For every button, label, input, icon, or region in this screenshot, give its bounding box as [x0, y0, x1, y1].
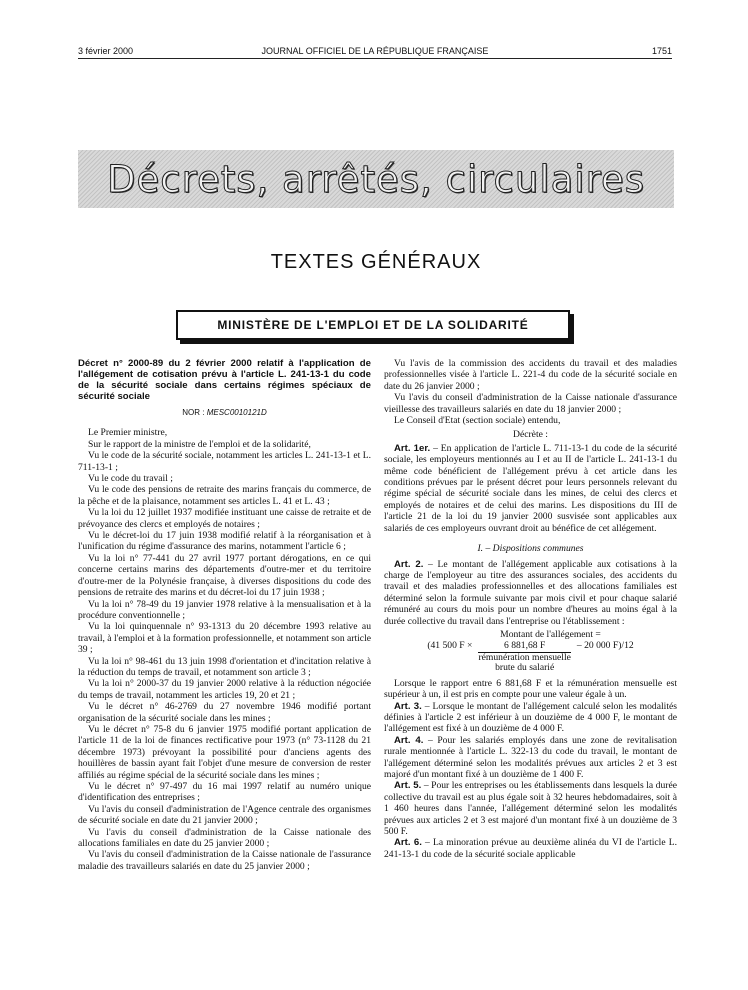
- article-2: [384, 559, 677, 627]
- article-4-label: Art. 4.: [394, 734, 424, 746]
- formula-denominator-2: brute du salarié: [495, 662, 555, 674]
- ministry-title: MINISTÈRE DE L'EMPLOI ET DE LA SOLIDARITÉ: [217, 318, 529, 332]
- visa-paragraph: Vu le décret n° 97-497 du 16 mai 1997 relatif au numéro unique d'identification des entreprises ;: [78, 781, 371, 804]
- section-title: TEXTES GÉNÉRAUX: [270, 251, 482, 273]
- visa-paragraph: Vu le décret n° 46-2769 du 27 novembre 1946 modifié portant organisation de la sécurité sociale dans les mines ;: [78, 701, 371, 724]
- visa-paragraph: Vu le code des pensions de retraite des marins français du commerce, de la pêche et de la plaisance, notamment ses articles L. 41 et L. 43 ;: [78, 484, 371, 507]
- visa-paragraph: Vu l'avis de la commission des accidents du travail et des maladies professionnelles visée à l'article L. 221-4 du code de la sécurité sociale en date du 26 janvier 2000 ;: [384, 358, 677, 392]
- visa-paragraph: Vu l'avis du conseil d'administration de l'Agence centrale des organismes de sécurité sociale en date du 21 janvier 2000 ;: [78, 803, 371, 827]
- visa-paragraph: Le Premier ministre,: [88, 427, 168, 439]
- article-5-text: – Pour les entreprises ou les établissements dans lesquels la durée collective du travail est au plus égale soit à 32 heures hebdomadaires, soit à 1 460 heures dans l'année, l'allégement déterminé selon les modalités prévues aux articles 2 et 3 est majoré d'un montant fixé à un douzième de 3 500 F.: [384, 780, 677, 838]
- article-3-text: – Lorsque le montant de l'allégement calculé selon les modalités définies à l'article 2 est inférieur à un douzième de 4 000 F, le montant de l'allégement est fixé à un douzième de 4 000 F.: [384, 700, 677, 735]
- article-4: [384, 735, 677, 781]
- formula-note: Lorsque le rapport entre 6 881,68 F et la rémunération mensuelle est supérieur à un, il est pris en compte pour une valeur égale à un.: [384, 677, 677, 701]
- page-header: [78, 46, 672, 62]
- decree-title: Décret n° 2000-89 du 2 février 2000 relatif à l'application de l'allégement de cotisation prévu à l'article L. 241-13-1 du code de la sécurité sociale dans certains régimes spéciaux de sécurité sociale: [78, 358, 371, 402]
- visa-paragraph: Le Conseil d'Etat (section sociale) entendu,: [394, 415, 561, 427]
- formula-head-text: Montant de l'allégement =: [500, 628, 601, 640]
- page-number: 1751: [651, 46, 672, 56]
- article-4-text: – Pour les salariés employés dans une zone de revitalisation rurale mentionnée à l'article L. 322-13 du code du travail, le montant de l'allégement déterminé selon les modalités prévues aux articles 2 et 3 est majoré d'un montant fixé à un douzième de 1 400 F.: [384, 734, 677, 780]
- visa-paragraph: Vu la loi du 12 juillet 1937 modifiée instituant une caisse de retraite et de prévoyance des clercs et employés de notaires ;: [78, 507, 371, 530]
- formula-left: (41 500 F ×: [427, 640, 473, 652]
- visa-paragraph: Vu la loi quinquennale n° 93-1313 du 20 décembre 1993 relative au travail, à l'emploi et à la formation professionnelle, et notamment son article 39 ;: [78, 621, 371, 656]
- formula-right: – 20 000 F)/12: [576, 640, 634, 652]
- header-rule: [78, 58, 672, 59]
- article-6-label: Art. 6.: [394, 837, 422, 849]
- decrete-line: Décrète :: [513, 429, 548, 441]
- article-1-label: Art. 1er.: [394, 442, 431, 454]
- visa-paragraph: Vu la loi n° 98-461 du 13 juin 1998 d'orientation et d'incitation relative à la réduction du temps de travail, et notamment son article 3 ;: [78, 655, 371, 678]
- visa-paragraph: Vu la loi n° 2000-37 du 19 janvier 2000 relative à la réduction négociée du temps de travail, notamment les articles 19, 20 et 21 ;: [78, 678, 371, 701]
- visa-list: [78, 427, 371, 872]
- nor-value: MESC0010121D: [206, 408, 267, 417]
- visa-paragraph: Vu l'avis du conseil d'administration de la Caisse nationale de l'assurance maladie des travailleurs salariés en date du 25 janvier 2000 ;: [78, 849, 371, 872]
- visa-paragraph: Vu l'avis du conseil d'administration de la Caisse nationale des allocations familiales en date du 25 janvier 2000 ;: [78, 826, 371, 850]
- nor-label: NOR :: [182, 408, 205, 417]
- visa-list-continued: [384, 358, 677, 426]
- article-3-label: Art. 3.: [394, 700, 422, 712]
- formula-main: [384, 640, 677, 673]
- formula-numerator: 6 881,68 F: [478, 640, 570, 652]
- visa-paragraph: Vu la loi n° 78-49 du 19 janvier 1978 relative à la mensualisation et à la procédure conventionnelle ;: [78, 598, 371, 621]
- formula-head: [384, 629, 677, 640]
- issue-date: 3 février 2000: [78, 46, 134, 56]
- article-2-label: Art. 2.: [394, 558, 424, 570]
- article-1: [384, 443, 677, 534]
- visa-paragraph: Vu le code du travail ;: [88, 473, 173, 485]
- right-column: [384, 358, 677, 860]
- left-column: [78, 358, 371, 872]
- article-5: [384, 780, 677, 837]
- formula: [384, 629, 677, 674]
- visa-paragraph: Sur le rapport de la ministre de l'emploi et de la solidarité,: [88, 438, 311, 450]
- banner-title: Décrets, arrêtés, circulaires: [106, 157, 646, 201]
- visa-paragraph: Vu la loi n° 77-441 du 27 avril 1977 portant dérogations, en ce qui concerne certains marins des départements d'outre-mer et du territoire d'outre-mer de la Polynésie française, à diverses dispositions du code des pensions de retraite des marins et du décret-loi du 17 juin 1938 ;: [78, 552, 371, 599]
- nor-reference: [78, 407, 371, 418]
- article-6-text: – La minoration prévue au deuxième alinéa du VI de l'article L. 241-13-1 du code de la sécurité sociale applicable: [384, 837, 677, 860]
- visa-paragraph: Vu le code de la sécurité sociale, notamment les articles L. 241-13-1 et L. 711-13-1 ;: [78, 450, 371, 473]
- article-5-label: Art. 5.: [394, 780, 422, 792]
- ministry-box: [176, 310, 570, 340]
- article-6: [384, 837, 677, 860]
- formula-denominator-1: rémunération mensuelle: [478, 651, 571, 663]
- article-2-text: – Le montant de l'allégement applicable aux cotisations à la charge de l'employeur au titre des assurances sociales, des accidents du travail et des maladies professionnelles et des allocations familiales est déterminé selon la formule suivante par mois civil et pour chaque salarié rémunéré au cours du mois pour un nombre d'heures au moins égal à la durée collective du travail dans l'entreprise ou l'établissement :: [384, 558, 677, 627]
- section-banner: [78, 150, 674, 208]
- article-3: [384, 701, 677, 735]
- section-heading: I. – Dispositions communes: [477, 543, 584, 555]
- visa-paragraph: Vu le décret-loi du 17 juin 1938 modifié relatif à la réorganisation et à l'unification du régime d'assurance des marins, notamment l'article 6 ;: [78, 530, 371, 553]
- formula-fraction: [478, 640, 570, 673]
- visa-paragraph: Vu l'avis du conseil d'administration de la Caisse nationale d'assurance vieillesse des travailleurs salariés en date du 18 janvier 2000 ;: [384, 392, 677, 415]
- journal-title: JOURNAL OFFICIEL DE LA RÉPUBLIQUE FRANÇAISE: [261, 46, 489, 56]
- visa-paragraph: Vu le décret n° 75-8 du 6 janvier 1975 modifié portant application de l'article 11 de la loi de finances rectificative pour 1973 (n° 73-1128 du 21 décembre 1973) prévoyant la possibilité pour d'anciens agents des houillères de bassin ayant fait l'objet d'une mesure de conversion de rester affiliés au régime spécial de la sécurité sociale dans les mines ;: [78, 723, 371, 781]
- article-1-text: – En application de l'article L. 711-13-1 du code de la sécurité sociale, les employeurs mentionnés au I et au II de l'article L. 241-13-1 du même code bénéficient de l'allégement prévu à cet article dans les conditions prévues par le présent décret pour leurs personnels relevant du régime spécial de sécurité sociale dans les mines, de celui des clercs et employés de notaires et de celui des marins. Les dispositions du III de l'article 21 de la loi du 19 janvier 2000 susvisée sont applicables aux salariés de ces employeurs ouvrant droit au bénéfice de cet allégement.: [384, 442, 677, 534]
